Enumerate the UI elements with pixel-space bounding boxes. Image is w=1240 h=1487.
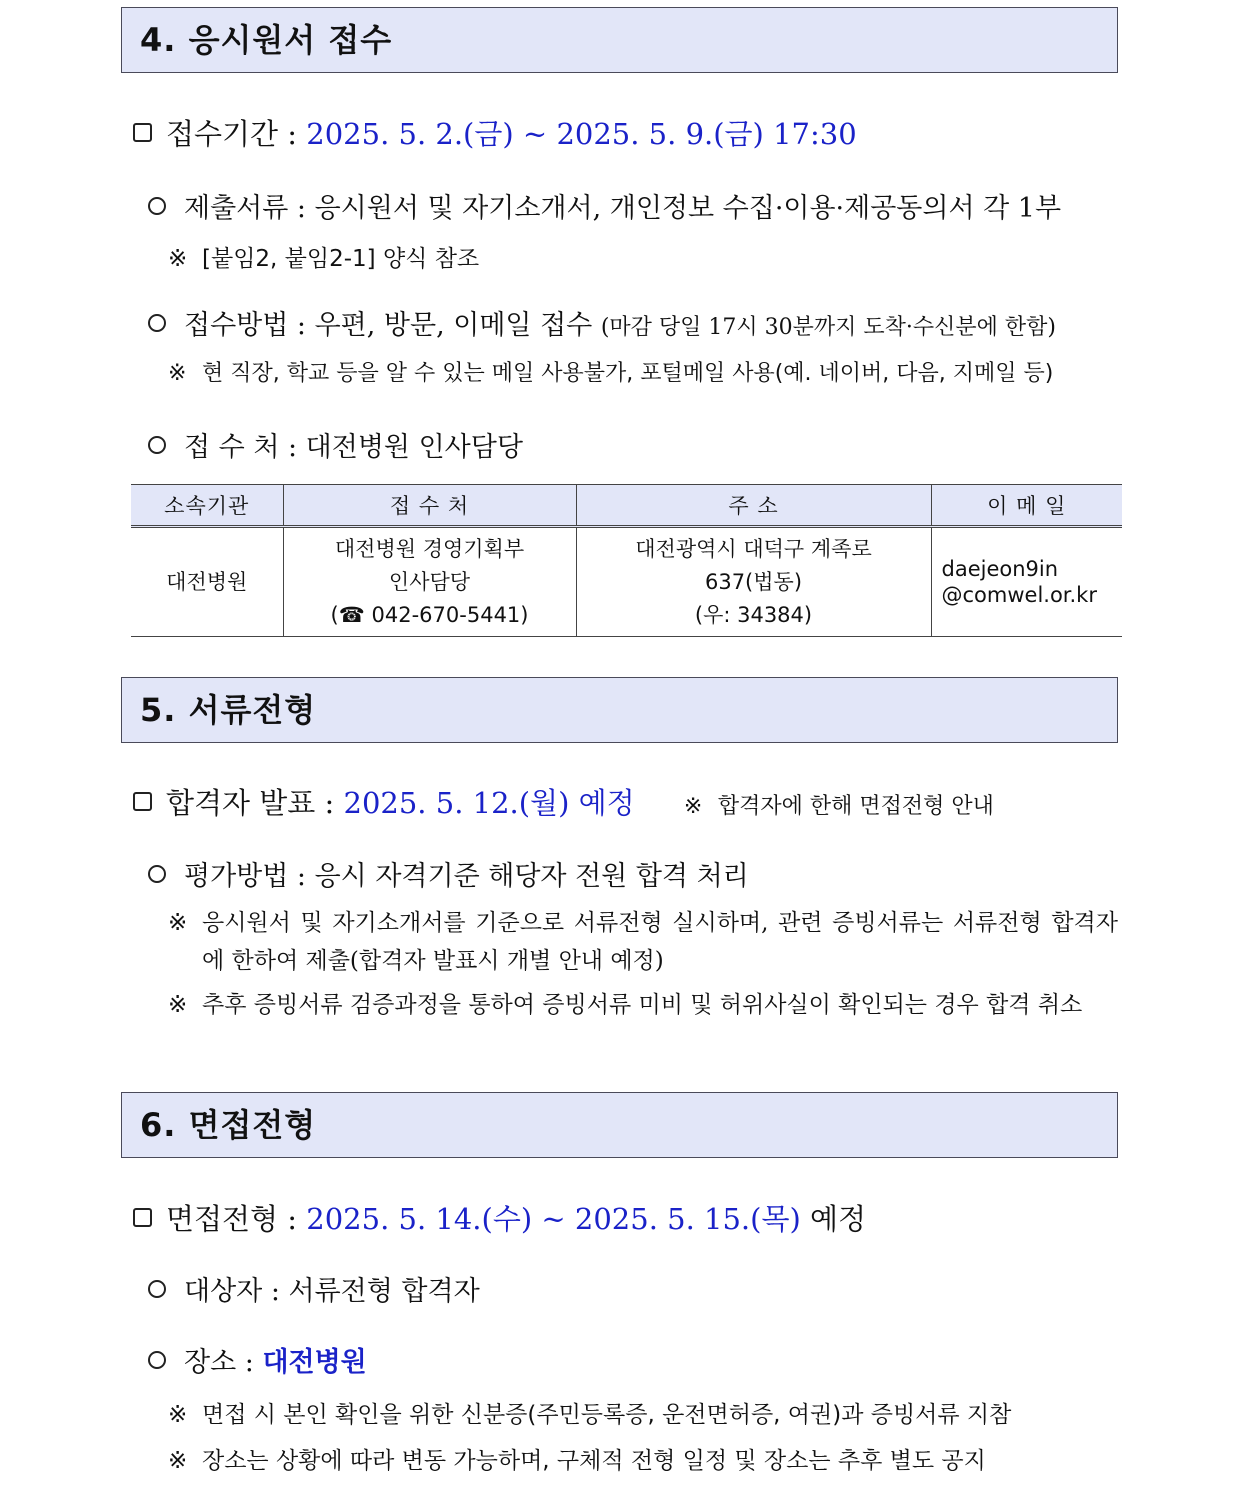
- reception-method-sub: (마감 당일 17시 30분까지 도착·수신분에 한함): [600, 315, 1056, 340]
- table-row: [131, 527, 1122, 637]
- reference-mark-icon: ※: [168, 361, 187, 386]
- reference-mark-icon: ※: [683, 794, 703, 819]
- table-header: 주 소: [576, 485, 931, 527]
- evaluation-method: 평가방법 : 응시 자격기준 해당자 전원 합격 처리: [148, 854, 749, 893]
- table-header: 이 메 일: [931, 485, 1122, 527]
- interview-note-1: ※ 면접 시 본인 확인을 위한 신분증(주민등록증, 운전면허증, 여권)과 증빙서류 지참: [168, 1402, 1012, 1428]
- reception-table: [131, 484, 1122, 637]
- section-5-header: [121, 677, 1118, 743]
- section-4-header: [121, 7, 1118, 73]
- circle-bullet-icon: [148, 314, 166, 332]
- checkbox-icon: [133, 123, 152, 142]
- circle-bullet-icon: [148, 865, 166, 883]
- office-cell: 대전병원 경영기획부 인사담당 (☎ 042-670-5441): [283, 527, 576, 637]
- interview-place-value: 대전병원: [262, 1347, 367, 1378]
- section-5-title: 5. 서류전형: [140, 691, 317, 729]
- pass-announcement-value: 2025. 5. 12.(월) 예정: [343, 786, 635, 820]
- reference-mark-icon: ※: [168, 1448, 188, 1474]
- checkbox-icon: [133, 792, 152, 811]
- interview-note-2: ※ 장소는 상황에 따라 변동 가능하며, 구체적 전형 일정 및 장소는 추후 별도 공지: [168, 1448, 986, 1474]
- interview-period-suffix: 예정: [810, 1202, 867, 1236]
- address-cell: 대전광역시 대덕구 계족로 637(법동) (우: 34384): [576, 527, 931, 637]
- reception-period: 접수기간 : 2025. 5. 2.(금) ~ 2025. 5. 9.(금) 17:30: [133, 112, 857, 153]
- reception-method-note: ※ 현 직장, 학교 등을 알 수 있는 메일 사용불가, 포털메일 사용(예. 네이버, 다음, 지메일 등): [168, 361, 1054, 386]
- reception-method: 접수방법 : 우편, 방문, 이메일 접수 (마감 당일 17시 30분까지 도착·수신분에 한함): [148, 303, 1056, 342]
- reference-mark-icon: ※: [168, 246, 188, 272]
- org-cell: 대전병원: [131, 527, 283, 637]
- email-cell: daejeon9in @comwel.or.kr: [931, 527, 1122, 637]
- circle-bullet-icon: [148, 1351, 166, 1369]
- submit-docs: 제출서류 : 응시원서 및 자기소개서, 개인정보 수집·이용·제공동의서 각 1부: [148, 186, 1061, 225]
- evaluation-note-1: ※ 응시원서 및 자기소개서를 기준으로 서류전형 실시하며, 관련 증빙서류는 서류전형 합격자에 한하여 제출(합격자 발표시 개별 안내 예정): [168, 904, 1118, 980]
- interview-period: 면접전형 : 2025. 5. 14.(수) ~ 2025. 5. 15.(목) 예정: [133, 1197, 866, 1238]
- submit-docs-note: ※ [붙임2, 붙임2-1] 양식 참조: [168, 246, 480, 272]
- reception-place: 접 수 처 : 대전병원 인사담당: [148, 425, 523, 464]
- interview-period-value: 2025. 5. 14.(수) ~ 2025. 5. 15.(목): [306, 1202, 801, 1236]
- table-header: 접 수 처: [283, 485, 576, 527]
- checkbox-icon: [133, 1208, 152, 1227]
- circle-bullet-icon: [148, 1280, 166, 1298]
- interview-place: 장소 : 대전병원: [148, 1340, 367, 1379]
- reception-period-value: 2025. 5. 2.(금) ~ 2025. 5. 9.(금) 17:30: [306, 117, 857, 151]
- section-6-header: [121, 1092, 1118, 1158]
- reference-mark-icon: ※: [168, 910, 188, 936]
- section-4-title: 4. 응시원서 접수: [140, 21, 393, 59]
- evaluation-note-2: ※ 추후 증빙서류 검증과정을 통하여 증빙서류 미비 및 허위사실이 확인되는 경우 합격 취소: [168, 986, 1118, 1024]
- circle-bullet-icon: [148, 436, 166, 454]
- pass-announcement: 합격자 발표 : 2025. 5. 12.(월) 예정 ※ 합격자에 한해 면접전형 안내: [133, 781, 994, 822]
- table-header-row: [131, 485, 1122, 527]
- pass-announcement-note: ※ 합격자에 한해 면접전형 안내: [683, 794, 994, 819]
- section-6-title: 6. 면접전형: [140, 1106, 317, 1144]
- table-header: 소속기관: [131, 485, 283, 527]
- interview-target: 대상자 : 서류전형 합격자: [148, 1269, 480, 1308]
- reference-mark-icon: ※: [168, 1402, 188, 1428]
- reference-mark-icon: ※: [168, 992, 188, 1018]
- circle-bullet-icon: [148, 197, 166, 215]
